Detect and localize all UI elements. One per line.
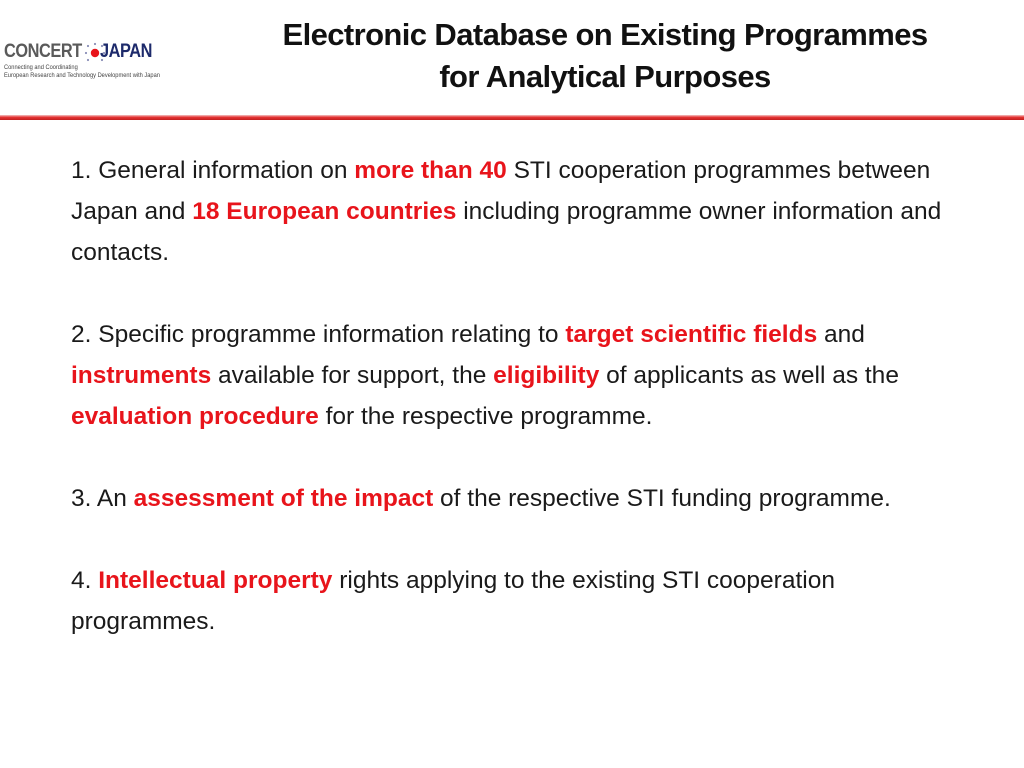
item-3-highlight-impact: assessment of the impact [133, 485, 434, 512]
item-1-general-information [71, 150, 961, 273]
slide-body [71, 150, 961, 642]
concert-japan-logo [4, 40, 184, 90]
item-4-highlight-ip: Intellectual property [98, 567, 333, 594]
item-2-text: for the respective programme. [318, 403, 653, 430]
item-1-highlight-countries: 18 European countries [192, 198, 457, 225]
item-4-intellectual-property [71, 560, 961, 642]
item-3-text: 3. An [71, 485, 134, 512]
logo-concert-text: CONCERT [4, 41, 82, 62]
item-1-text: including programme owner information and contacts. [71, 198, 942, 266]
item-2-text: and [817, 321, 865, 348]
item-4-text: rights applying to the existing STI cooperation programmes. [71, 567, 835, 635]
slide-title-line-1: Electronic Database on Existing Programmes [282, 17, 928, 52]
item-2-highlight-fields: target scientific fields [565, 321, 818, 348]
header-divider [0, 115, 1024, 120]
item-2-highlight-evaluation: evaluation procedure [71, 403, 319, 430]
logo-tagline-1: Connecting and Coordinating [4, 64, 78, 71]
logo-tagline-2: European Research and Technology Development with Japan [4, 71, 160, 79]
item-1-highlight-count: more than 40 [354, 157, 507, 184]
logo-japan-text: JAPAN [100, 41, 153, 62]
item-2-highlight-instruments: instruments [71, 362, 212, 389]
item-3-impact-assessment [71, 478, 961, 519]
item-2-text: of applicants as well as the [599, 362, 899, 389]
item-2-text: available for support, the [211, 362, 494, 389]
slide-header [0, 0, 1024, 122]
slide-title [190, 14, 1020, 98]
item-3-text: of the respective STI funding programme. [433, 485, 891, 512]
item-2-highlight-eligibility: eligibility [493, 362, 600, 389]
item-4-text: 4. [71, 567, 99, 594]
item-2-specific-information [71, 314, 961, 437]
item-1-text: STI cooperation programmes between Japan and [71, 157, 931, 225]
item-2-text: 2. Specific programme information relating to [71, 321, 566, 348]
slide-title-line-2: for Analytical Purposes [439, 59, 771, 94]
item-1-text: 1. General information on [71, 157, 355, 184]
